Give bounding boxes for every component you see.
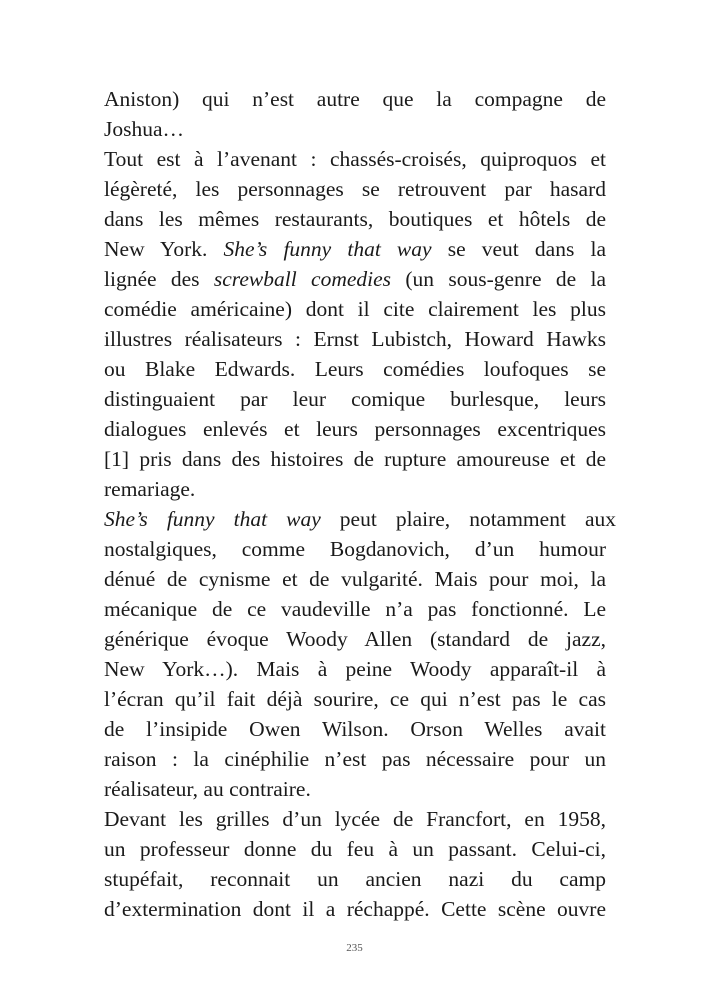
- text-run: peut plaire, notamment aux: [339, 507, 617, 531]
- text-run: New York.: [104, 237, 208, 261]
- text-line: réalisateur, au contraire.: [104, 777, 311, 801]
- text-line: dialogues enlevés et leurs personnages excentriques: [104, 417, 606, 441]
- text-line: [104, 504, 616, 534]
- text-line: de l’insipide Owen Wilson. Orson Welles avait: [104, 717, 606, 741]
- text-line: Tout est à l’avenant : chassés-croisés, quiproquos et: [104, 147, 606, 171]
- text-line: remariage.: [104, 477, 196, 501]
- text-line: raison : la cinéphilie n’est pas nécessaire pour un: [104, 747, 606, 771]
- text-line: stupéfait, reconnait un ancien nazi du camp: [104, 867, 606, 891]
- text-line: l’écran qu’il fait déjà sourire, ce qui n’est pas le cas: [104, 687, 606, 711]
- text-line: [104, 264, 606, 294]
- text-line: [1] pris dans des histoires de rupture amoureuse et de: [104, 447, 606, 471]
- page-number: 235: [346, 942, 363, 954]
- text-run: (un sous-genre de la: [405, 267, 607, 291]
- text-line: nostalgiques, comme Bogdanovich, d’un humour: [104, 537, 606, 561]
- text-line: distinguaient par leur comique burlesque, leurs: [104, 387, 606, 411]
- text-run: lignée des: [104, 267, 200, 291]
- film-title: She’s funny that way: [104, 507, 321, 531]
- film-title: She’s funny that way: [223, 237, 432, 261]
- text-line: New York…). Mais à peine Woody apparaît-il à: [104, 657, 606, 681]
- text-line: Joshua…: [104, 117, 185, 141]
- text-line: illustres réalisateurs : Ernst Lubistch, Howard Hawks: [104, 327, 606, 351]
- text-line: ou Blake Edwards. Leurs comédies loufoques se: [104, 357, 606, 381]
- text-line: générique évoque Woody Allen (standard de jazz,: [104, 627, 606, 651]
- text-run: se veut dans la: [447, 237, 606, 261]
- genre-title: screwball comedies: [213, 267, 392, 291]
- text-line: comédie américaine) dont il cite clairement les plus: [104, 297, 606, 321]
- document-page: [104, 84, 617, 924]
- text-line: Devant les grilles d’un lycée de Francfort, en 1958,: [104, 807, 606, 831]
- text-line: [104, 234, 606, 264]
- text-line: dans les mêmes restaurants, boutiques et hôtels de: [104, 207, 606, 231]
- text-line: d’extermination dont il a réchappé. Cette scène ouvre: [104, 897, 606, 921]
- text-line: mécanique de ce vaudeville n’a pas fonctionné. Le: [104, 597, 606, 621]
- text-line: dénué de cynisme et de vulgarité. Mais pour moi, la: [104, 567, 606, 591]
- text-line: légèreté, les personnages se retrouvent par hasard: [104, 177, 606, 201]
- text-line: Aniston) qui n’est autre que la compagne de: [104, 87, 606, 111]
- text-line: un professeur donne du feu à un passant. Celui-ci,: [104, 837, 606, 861]
